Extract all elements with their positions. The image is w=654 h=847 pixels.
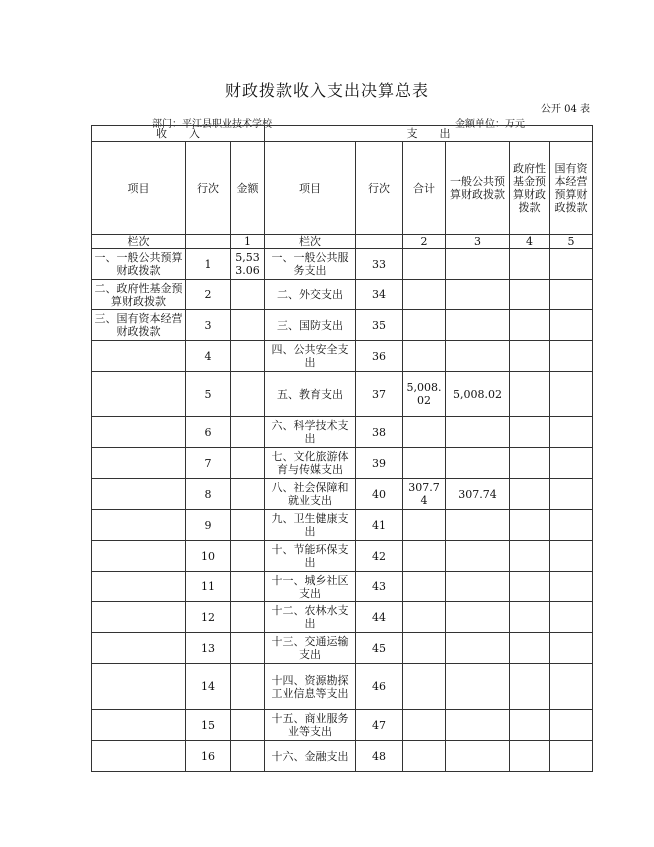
cell-out-row: 43 [356, 572, 403, 602]
cell-in-amount [231, 510, 265, 541]
cell-state-capital [550, 602, 593, 633]
cell-in-item [92, 664, 186, 710]
form-number: 公开 04 表 [540, 104, 590, 115]
cell-out-item: 十一、城乡社区支出 [265, 572, 356, 602]
cell-out-row: 44 [356, 602, 403, 633]
cell-in-row: 16 [186, 741, 231, 772]
cell-general [446, 633, 510, 664]
index-5: 5 [550, 235, 593, 249]
cell-in-amount [231, 372, 265, 417]
cell-gov-fund [510, 664, 550, 710]
cell-gov-fund [510, 448, 550, 479]
cell-in-amount [231, 310, 265, 341]
cell-general [446, 417, 510, 448]
cell-gov-fund [510, 572, 550, 602]
cell-general [446, 280, 510, 310]
cell-general [446, 664, 510, 710]
cell-total [403, 664, 446, 710]
table-row [92, 448, 593, 479]
index-label-left: 栏次 [92, 235, 186, 249]
cell-in-amount [231, 341, 265, 372]
cell-general [446, 448, 510, 479]
cell-total: 5,008.02 [403, 372, 446, 417]
cell-in-amount [231, 541, 265, 572]
cell-in-item: 三、国有资本经营财政拨款 [92, 310, 186, 341]
table-row [92, 602, 593, 633]
cell-state-capital [550, 448, 593, 479]
cell-in-item [92, 710, 186, 741]
cell-in-item [92, 372, 186, 417]
cell-state-capital [550, 341, 593, 372]
cell-in-amount [231, 572, 265, 602]
cell-in-row: 2 [186, 280, 231, 310]
cell-out-row: 40 [356, 479, 403, 510]
cell-state-capital [550, 280, 593, 310]
cell-out-row: 34 [356, 280, 403, 310]
cell-state-capital [550, 372, 593, 417]
column-header-row [92, 142, 593, 235]
table-row [92, 741, 593, 772]
cell-gov-fund [510, 741, 550, 772]
cell-in-item [92, 510, 186, 541]
cell-gov-fund [510, 541, 550, 572]
cell-general [446, 341, 510, 372]
cell-out-item: 十、节能环保支出 [265, 541, 356, 572]
cell-state-capital [550, 710, 593, 741]
cell-gov-fund [510, 280, 550, 310]
index-empty [186, 235, 231, 249]
cell-general: 307.74 [446, 479, 510, 510]
cell-out-item: 五、教育支出 [265, 372, 356, 417]
cell-total [403, 448, 446, 479]
cell-in-item [92, 572, 186, 602]
cell-out-item: 七、文化旅游体育与传媒支出 [265, 448, 356, 479]
cell-gov-fund [510, 710, 550, 741]
cell-general [446, 741, 510, 772]
cell-gov-fund [510, 602, 550, 633]
header-expense-row-no: 行次 [356, 142, 403, 235]
cell-state-capital [550, 664, 593, 710]
index-empty-2 [356, 235, 403, 249]
cell-in-row: 9 [186, 510, 231, 541]
department-label: 部门：平江县职业技术学校 [152, 119, 272, 130]
index-2: 2 [403, 235, 446, 249]
cell-in-row: 4 [186, 341, 231, 372]
cell-out-row: 42 [356, 541, 403, 572]
cell-general [446, 710, 510, 741]
header-income-amount: 金额 [231, 142, 265, 235]
cell-total [403, 510, 446, 541]
table-row [92, 249, 593, 280]
cell-total [403, 341, 446, 372]
cell-general: 5,008.02 [446, 372, 510, 417]
header-total: 合计 [403, 142, 446, 235]
cell-total [403, 417, 446, 448]
cell-general [446, 572, 510, 602]
cell-in-row: 14 [186, 664, 231, 710]
cell-gov-fund [510, 479, 550, 510]
cell-in-amount [231, 710, 265, 741]
table-row [92, 633, 593, 664]
cell-state-capital [550, 633, 593, 664]
cell-in-amount [231, 417, 265, 448]
cell-in-row: 15 [186, 710, 231, 741]
cell-out-row: 39 [356, 448, 403, 479]
cell-state-capital [550, 479, 593, 510]
cell-in-item [92, 448, 186, 479]
cell-general [446, 541, 510, 572]
cell-out-item: 十四、资源勘探工业信息等支出 [265, 664, 356, 710]
cell-in-amount [231, 448, 265, 479]
cell-out-item: 十六、金融支出 [265, 741, 356, 772]
table-row [92, 664, 593, 710]
cell-state-capital [550, 541, 593, 572]
cell-out-item: 四、公共安全支出 [265, 341, 356, 372]
cell-in-item [92, 417, 186, 448]
cell-total [403, 310, 446, 341]
expense-section-header: 支 出 [265, 126, 593, 142]
cell-in-row: 11 [186, 572, 231, 602]
cell-gov-fund [510, 249, 550, 280]
cell-in-amount [231, 602, 265, 633]
section-header-row [92, 126, 593, 142]
cell-out-row: 37 [356, 372, 403, 417]
header-expense-item: 项目 [265, 142, 356, 235]
cell-in-amount [231, 280, 265, 310]
cell-in-row: 5 [186, 372, 231, 417]
cell-in-row: 3 [186, 310, 231, 341]
index-4: 4 [510, 235, 550, 249]
table-row [92, 417, 593, 448]
table-row [92, 510, 593, 541]
cell-in-row: 10 [186, 541, 231, 572]
table-row [92, 372, 593, 417]
header-general-budget: 一般公共预算财政拨款 [446, 142, 510, 235]
cell-in-row: 12 [186, 602, 231, 633]
cell-in-amount [231, 479, 265, 510]
cell-out-item: 十三、交通运输支出 [265, 633, 356, 664]
cell-total [403, 280, 446, 310]
column-index-row [92, 235, 593, 249]
cell-gov-fund [510, 310, 550, 341]
cell-in-row: 13 [186, 633, 231, 664]
table-row [92, 479, 593, 510]
cell-gov-fund [510, 372, 550, 417]
cell-total [403, 249, 446, 280]
cell-gov-fund [510, 417, 550, 448]
cell-out-row: 38 [356, 417, 403, 448]
cell-out-row: 45 [356, 633, 403, 664]
table-row [92, 280, 593, 310]
cell-in-row: 1 [186, 249, 231, 280]
table-row [92, 310, 593, 341]
cell-in-item [92, 633, 186, 664]
header-state-capital: 国有资本经营预算财政拨款 [550, 142, 593, 235]
cell-total [403, 572, 446, 602]
cell-out-item: 二、外交支出 [265, 280, 356, 310]
budget-summary-table [91, 125, 593, 772]
cell-general [446, 602, 510, 633]
cell-out-row: 41 [356, 510, 403, 541]
cell-gov-fund [510, 510, 550, 541]
amount-unit-label: 金额单位：万元 [455, 119, 525, 130]
cell-in-item: 一、一般公共预算财政拨款 [92, 249, 186, 280]
cell-in-item [92, 741, 186, 772]
cell-total [403, 741, 446, 772]
cell-in-row: 8 [186, 479, 231, 510]
cell-out-item: 一、一般公共服务支出 [265, 249, 356, 280]
cell-in-item [92, 541, 186, 572]
cell-state-capital [550, 510, 593, 541]
index-1: 1 [231, 235, 265, 249]
cell-in-item: 二、政府性基金预算财政拨款 [92, 280, 186, 310]
cell-in-row: 6 [186, 417, 231, 448]
income-section-header: 收 入 [92, 126, 265, 142]
cell-out-row: 33 [356, 249, 403, 280]
index-3: 3 [446, 235, 510, 249]
cell-total [403, 710, 446, 741]
cell-in-amount [231, 633, 265, 664]
cell-in-amount: 5,533.06 [231, 249, 265, 280]
table-row [92, 572, 593, 602]
cell-total [403, 633, 446, 664]
cell-out-row: 47 [356, 710, 403, 741]
cell-in-item [92, 479, 186, 510]
cell-out-row: 46 [356, 664, 403, 710]
cell-out-row: 35 [356, 310, 403, 341]
cell-total [403, 602, 446, 633]
cell-in-amount [231, 741, 265, 772]
header-gov-fund: 政府性基金预算财政拨款 [510, 142, 550, 235]
index-label-right: 栏次 [265, 235, 356, 249]
cell-out-item: 三、国防支出 [265, 310, 356, 341]
cell-general [446, 310, 510, 341]
cell-state-capital [550, 572, 593, 602]
cell-out-item: 六、科学技术支出 [265, 417, 356, 448]
cell-in-row: 7 [186, 448, 231, 479]
cell-state-capital [550, 310, 593, 341]
cell-total [403, 541, 446, 572]
cell-state-capital [550, 741, 593, 772]
header-income-row-no: 行次 [186, 142, 231, 235]
cell-out-row: 48 [356, 741, 403, 772]
cell-general [446, 249, 510, 280]
table-row [92, 541, 593, 572]
header-income-item: 项目 [92, 142, 186, 235]
cell-state-capital [550, 417, 593, 448]
table-row [92, 710, 593, 741]
cell-in-item [92, 602, 186, 633]
cell-out-item: 九、卫生健康支出 [265, 510, 356, 541]
cell-in-item [92, 341, 186, 372]
cell-out-item: 十五、商业服务业等支出 [265, 710, 356, 741]
cell-in-amount [231, 664, 265, 710]
cell-out-item: 八、社会保障和就业支出 [265, 479, 356, 510]
table-row [92, 341, 593, 372]
report-title: 财政拨款收入支出决算总表 [224, 81, 429, 100]
cell-gov-fund [510, 633, 550, 664]
cell-state-capital [550, 249, 593, 280]
cell-gov-fund [510, 341, 550, 372]
cell-total: 307.74 [403, 479, 446, 510]
cell-out-item: 十二、农林水支出 [265, 602, 356, 633]
cell-general [446, 510, 510, 541]
cell-out-row: 36 [356, 341, 403, 372]
